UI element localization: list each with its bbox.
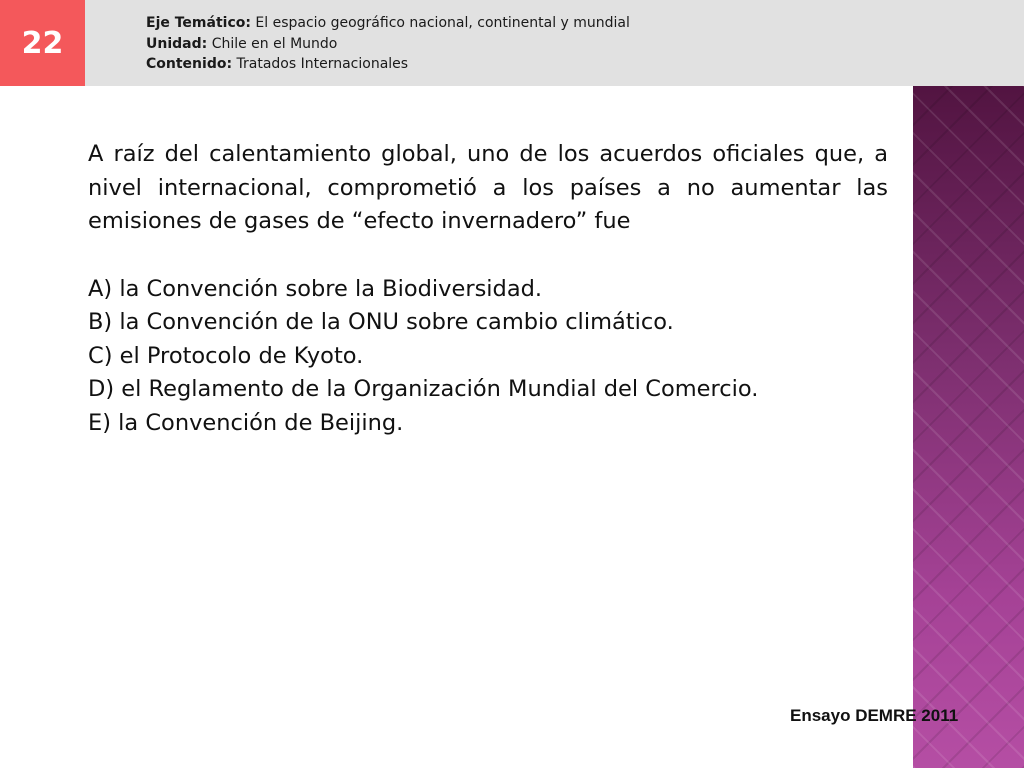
meta-value: Chile en el Mundo — [211, 35, 338, 52]
slide-header — [0, 0, 1024, 86]
meta-key: Eje Temático: — [146, 15, 251, 31]
decorative-side-panel — [913, 86, 1024, 768]
answer-options — [88, 273, 888, 441]
meta-eje-tematico — [146, 13, 630, 34]
answer-option-b: B) la Convención de la ONU sobre cambio climático. — [88, 309, 674, 335]
slide-number-badge: 22 — [0, 0, 85, 86]
footer-credit: Ensayo DEMRE 2011 — [790, 706, 959, 725]
meta-value: Tratados Internacionales — [236, 56, 409, 72]
question-block — [88, 138, 888, 440]
slide-metadata — [146, 13, 630, 75]
meta-unidad — [146, 34, 630, 55]
meta-key: Contenido: — [146, 56, 233, 72]
answer-option-e: E) la Convención de Beijing. — [88, 409, 404, 436]
question-stem: A raíz del calentamiento global, uno de los acuerdos oficiales que, a nivel internacional, comprometió a los países a no aumentar las emisiones de gases de “efecto invernadero” fue — [88, 141, 888, 234]
meta-contenido — [146, 54, 630, 75]
meta-value: El espacio geográfico nacional, continental y mundial — [255, 15, 630, 31]
answer-option-a: A) la Convención sobre la Biodiversidad. — [88, 275, 543, 302]
answer-option-d: D) el Reglamento de la Organización Mundial del Comercio. — [88, 376, 759, 402]
meta-key: Unidad: — [146, 35, 208, 52]
answer-option-c: C) el Protocolo de Kyoto. — [88, 342, 364, 369]
